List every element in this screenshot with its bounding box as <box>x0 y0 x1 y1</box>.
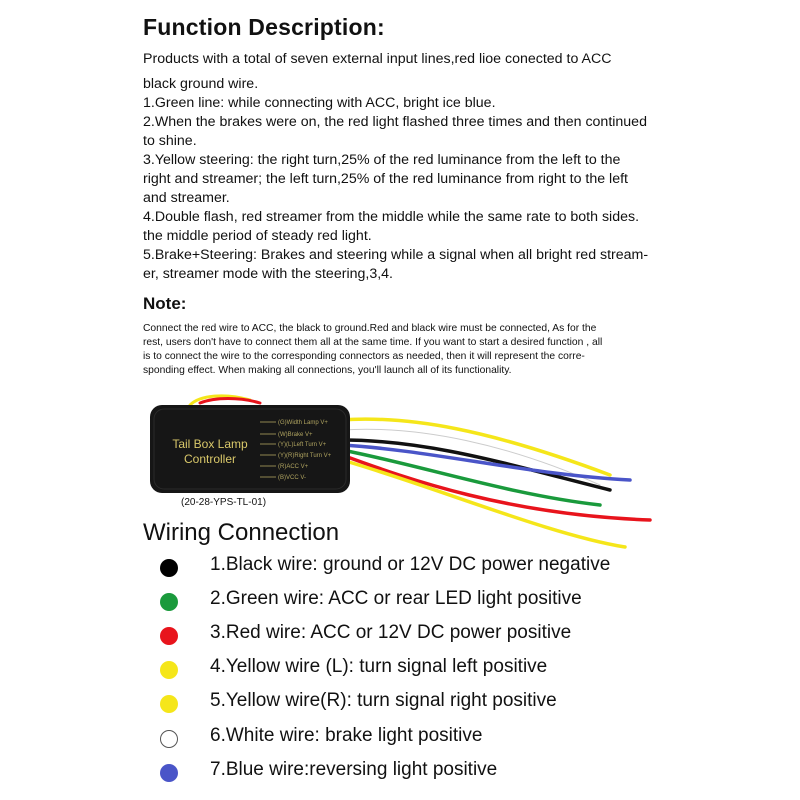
red-dot-icon <box>160 627 178 645</box>
wire-label: 4.Yellow wire (L): turn signal left positive <box>210 656 548 677</box>
pin-label: (Y)(L)Left Turn V+ <box>278 442 327 448</box>
description-line: 5.Brake+Steering: Brakes and steering while a signal when all bright red stream- <box>143 247 649 263</box>
description-line: Products with a total of seven external input lines,red lioe conected to ACC <box>143 51 612 67</box>
note-line: sponding effect. When making all connections, you'll launch all of its functionality. <box>143 365 512 376</box>
description-line: to shine. <box>143 133 197 149</box>
yellow-dot-icon <box>160 661 178 679</box>
description-line: 3.Yellow steering: the right turn,25% of the red luminance from the left to the <box>143 152 621 168</box>
model-code: (20-28-YPS-TL-01) <box>181 497 267 508</box>
description-line: 1.Green line: while connecting with ACC, bright ice blue. <box>143 95 496 111</box>
device-name-line2: Controller <box>183 452 237 466</box>
yellow-dot-icon <box>160 695 178 713</box>
description-line: er, streamer mode with the steering,3,4. <box>143 266 393 282</box>
note-line: is to connect the wire to the corresponding connectors as needed, then it will represent the corre- <box>143 351 585 362</box>
wiring-title: Wiring Connection <box>143 519 340 546</box>
black-dot-icon <box>160 559 178 577</box>
blue-dot-icon <box>160 764 178 782</box>
description-line: 2.When the brakes were on, the red light flashed three times and then continued <box>143 114 647 130</box>
description-line: and streamer. <box>143 190 230 206</box>
pin-label: (Y)(R)Right Turn V+ <box>278 453 332 459</box>
description-line: the middle period of steady red light. <box>143 228 372 244</box>
note-title: Note: <box>143 294 187 313</box>
wire-label: 2.Green wire: ACC or rear LED light positive <box>210 588 582 609</box>
wire-label: 3.Red wire: ACC or 12V DC power positive <box>210 622 572 643</box>
pin-label: (B)VCC V- <box>278 475 307 481</box>
note-line: Connect the red wire to ACC, the black to ground.Red and black wire must be connected, As for the <box>143 323 597 334</box>
wire-label: 7.Blue wire:reversing light positive <box>210 759 498 780</box>
wire-label: 6.White wire: brake light positive <box>210 725 483 746</box>
description-line: right and streamer; the left turn,25% of the red luminance from right to the left <box>143 171 628 187</box>
pin-label: (W)Brake V+ <box>278 432 313 438</box>
pin-label: (R)ACC V+ <box>278 464 309 470</box>
page-title: Function Description: <box>143 14 385 40</box>
description-line: black ground wire. <box>143 76 259 92</box>
green-dot-icon <box>160 593 178 611</box>
wire-label: 1.Black wire: ground or 12V DC power negative <box>210 554 611 575</box>
description-line: 4.Double flash, red streamer from the middle while the same rate to both sides. <box>143 209 640 225</box>
white-dot-icon <box>160 730 178 748</box>
wire-label: 5.Yellow wire(R): turn signal right positive <box>210 690 557 711</box>
device-name-line1: Tail Box Lamp <box>172 437 248 451</box>
pin-label: (G)Width Lamp V+ <box>278 420 328 426</box>
note-line: rest, users don't have to connect them all at the same time. If you want to start a desired function , all <box>143 337 603 348</box>
